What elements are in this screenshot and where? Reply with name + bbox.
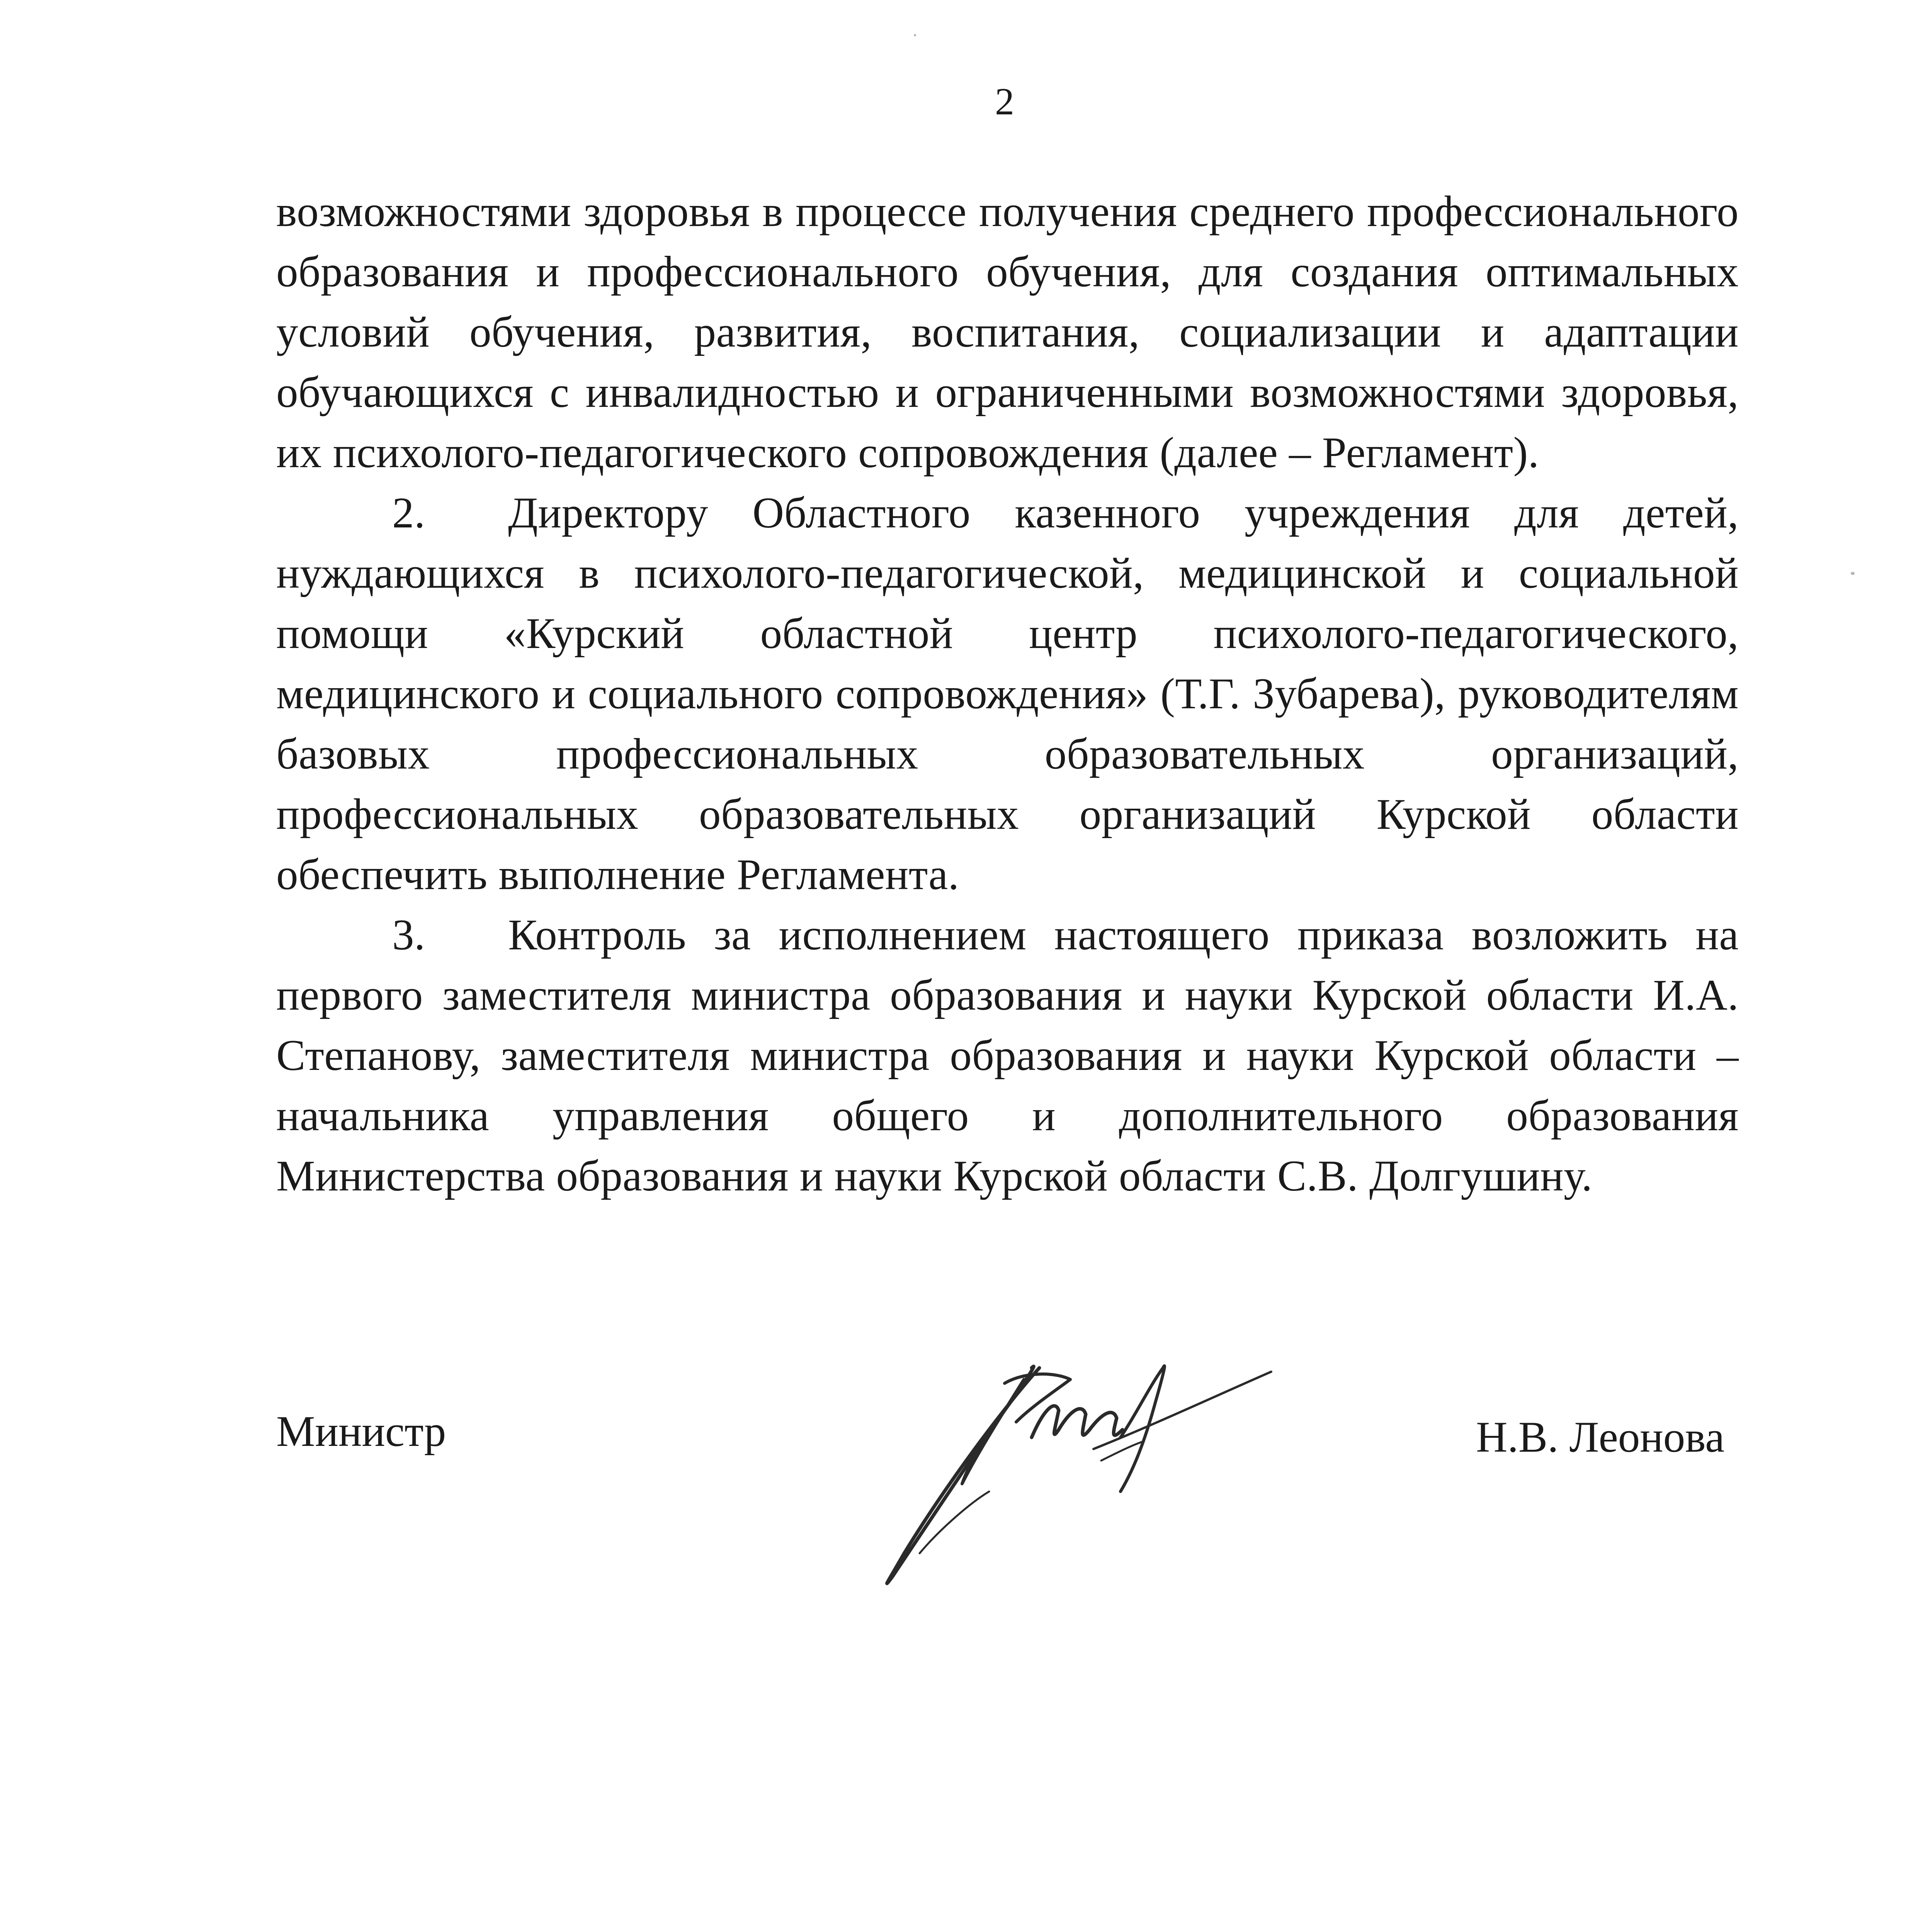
paragraph-1: [276, 182, 1739, 483]
paragraph-3-text: Контроль за исполнением настоящего приказа возложить на первого заместителя министра образования и науки Курской области И.А. Степанову, заместителя министра образования и науки Курской области – начальника управления общего и дополнительного образования Министерства образования и науки Курской области С.В. Долгушину.: [276, 911, 1739, 1200]
signatory-name: Н.В. Леонова: [1476, 1413, 1725, 1461]
page-number: 2: [995, 80, 1014, 123]
scan-speck: [1851, 572, 1855, 575]
paragraph-3-number: 3.: [392, 911, 425, 959]
signature-icon: [823, 1337, 1325, 1607]
paragraph-1-text: возможностями здоровья в процессе получения среднего профессионального образования и профессионального обучения, для создания оптимальных условий обучения, развития, воспитания, социализации и адаптации обучающихся с инвалидностью и ограниченными возможностями здоровья, их психолого-педагогического сопровождения (далее – Регламент).: [276, 187, 1739, 477]
paragraph-2: [276, 483, 1739, 905]
paragraph-3: [276, 905, 1739, 1206]
signatory-title: Министр: [276, 1407, 446, 1456]
paragraph-2-text: Директору Областного казенного учреждения для детей, нуждающихся в психолого-педагогической, медицинской и социальной помощи «Курский областной центр психолого-педагогического, медицинского и социального сопровождения» (Т.Г. Зубарева), руководителям базовых профессиональных образовательных организаций, профессиональных образовательных организаций Курской области обеспечить выполнение Регламента.: [276, 489, 1739, 899]
document-body: [276, 182, 1739, 1206]
paragraph-2-number: 2.: [392, 489, 425, 537]
scan-speck: [914, 34, 916, 36]
